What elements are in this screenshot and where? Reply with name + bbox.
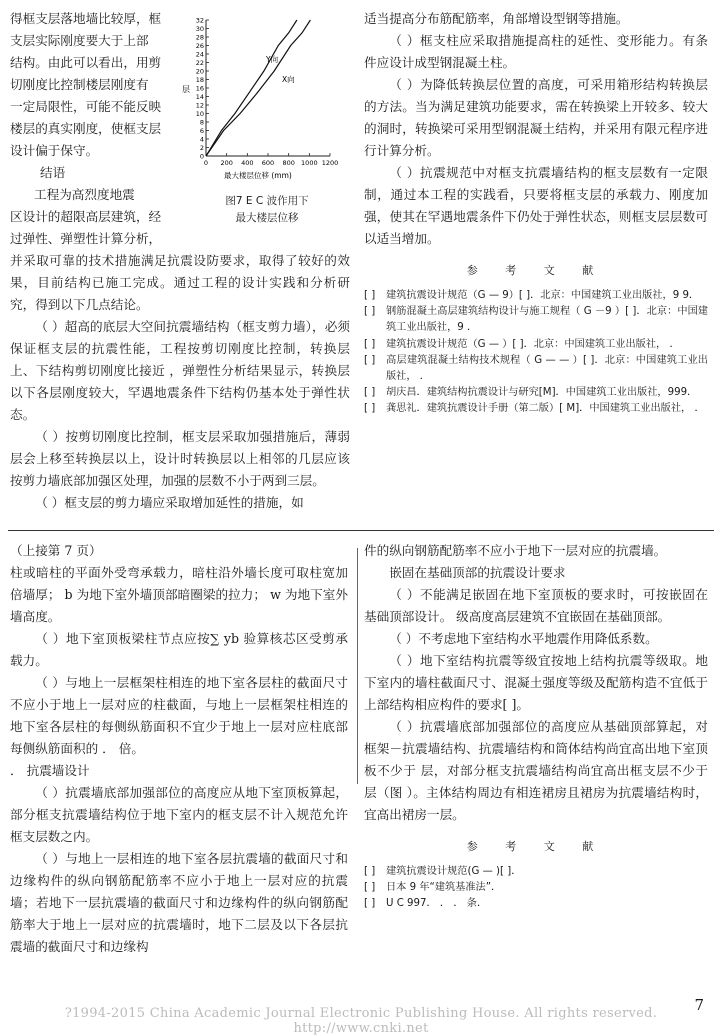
y-tick-label: 20 — [195, 67, 204, 76]
y-tick-label: 26 — [195, 42, 204, 50]
reference-item: [ ] 胡庆昌．建筑结构抗震设计与研究[M]．中国建筑工业出版社，999． — [364, 385, 708, 401]
reference-item: [ ] 建筑抗震设计规范(G — )[ ]． — [364, 864, 708, 880]
x-tick-label: 1000 — [301, 159, 318, 167]
x-tick-label: 400 — [241, 159, 254, 167]
caption-line: 图7 E C 波作用下 — [225, 195, 309, 207]
text-line: 设计偏于保守。 — [10, 143, 99, 158]
reference-bracket: [ ] — [364, 898, 376, 910]
y-tick-label: 30 — [195, 25, 204, 33]
continued-from-note: （上接第 7 页） — [10, 543, 102, 558]
copyright-footer: ?1994-2015 China Academic Journal Electronic Publishing House. All rights reserved. http://www.cnki.net — [64, 1006, 658, 1036]
text-line: 过弹性、弹塑性计算分析， — [10, 231, 162, 246]
x-ticks — [204, 153, 338, 167]
reference-bracket: [ ] — [364, 403, 376, 415]
y-tick-label: 32 — [195, 16, 204, 25]
paragraph: （ ）地下室顶板梁柱节点应按∑ yb 验算核芯区受剪承载力。 — [10, 631, 348, 668]
text-line: 支层实际刚度要大于上部 — [10, 33, 149, 48]
section-heading-conclusion: 结语 — [40, 165, 66, 180]
x-tick-label: 800 — [282, 159, 295, 167]
x-tick-label: 0 — [203, 159, 209, 167]
y-tick-label: 10 — [195, 110, 204, 118]
paragraph: （ ）抗震墙底部加强部位的高度应从地下室顶板算起，部分框支抗震墙结构位于地下室内的框支层不计入规范允许框支层数之内。 — [10, 785, 348, 844]
text-line: 得框支层落地墙比较厚，框 — [10, 11, 162, 26]
x-tick-label: 1200 — [321, 159, 338, 167]
y-tick-label: 28 — [195, 33, 204, 42]
references-title: 参 考 文 献 — [466, 264, 606, 277]
references-list — [364, 288, 708, 418]
chart-series — [206, 20, 310, 156]
text-line: 区设计的超限高层建筑，经 — [10, 209, 162, 224]
paragraph: （ ）超高的底层大空间抗震墙结构（框支剪力墙），必须保证框支层的抗震性能，工程按剪切刚度比控制，转换层上、下结构剪切刚度比接近 ，弹塑性分析结果显示，转换层以下各层刚度较大，罕遇地震条件下结构仍基本处于弹性状态。 — [10, 319, 350, 422]
paragraph: （ ）与地上一层框架柱相连的地下室各层柱的截面尺寸不应小于地上一层对应的柱截面，与地上一层框架柱相连的地下室各层柱的每侧纵筋面积不宜少于地上一层对应柱底部每侧纵筋面积的 ． 倍。 — [10, 675, 348, 756]
x-tick-label: 600 — [261, 159, 275, 167]
y-tick-label: 18 — [195, 76, 204, 84]
reference-item: [ ] 龚思礼．建筑抗震设计手册（第二版）[ M]．中国建筑工业出版社， ． — [364, 401, 708, 417]
section-heading: 嵌固在基础顶部的抗震设计要求 — [389, 565, 566, 580]
paragraph: 适当提高分布筋配筋率，角部增设型钢等措施。 — [364, 11, 629, 26]
y-tick-label: 8 — [199, 118, 204, 127]
paragraph: （ ）地下室结构抗震等级宜按地上结构抗震等级取。地下室内的墙柱截面尺寸、混凝土强度等级及配筋构造不宜低于上部结构相应构件的要求[ ]。 — [364, 653, 708, 712]
reference-bracket: [ ] — [364, 306, 376, 318]
paragraph: （ ）按剪切刚度比控制，框支层采取加强措施后，薄弱层会上移至转换层以上，设计时转换层以上相邻的几层应该按剪力墙底部加强区处理，加强的层数不小于两到三层。 — [10, 429, 350, 488]
x-axis-label: 最大楼层位移 (mm) — [224, 171, 292, 180]
paragraph: （ ）不考虑地下室结构水平地震作用降低系数。 — [389, 631, 658, 646]
series-label-x: X向 — [282, 75, 295, 84]
text-line: 结构。由此可以看出，用剪 — [10, 55, 162, 70]
text-line: 楼层的真实刚度，使框支层 — [10, 121, 162, 136]
paragraph: （ ）为降低转换层位置的高度，可采用箱形结构转换层的方法。当为满足建筑功能要求，需在转换梁上开较多、较大的洞时，转换梁可采用型钢混凝土结构，并采用有限元程序进行计算分析。 — [364, 77, 708, 158]
y-tick-label: 22 — [195, 59, 204, 67]
paragraph: 并采取可靠的技术措施满足抗震设防要求，取得了较好的效果，目前结构已施工完成。通过工程的设计实践和分析研究，得到以下几点结论。 — [10, 253, 350, 312]
series-line-x — [206, 20, 310, 156]
references-list — [364, 864, 708, 913]
reference-item: [ ] 建筑抗震设计规范（G — ）[ ]．北京：中国建筑工业出版社， ． — [364, 337, 708, 353]
upper-right-body — [364, 8, 708, 418]
y-tick-label: 14 — [195, 93, 204, 101]
text-line: 切刚度比控制楼层刚度有 — [10, 77, 149, 92]
y-tick-label: 12 — [195, 101, 204, 110]
paragraph: （ ）框支柱应采取措施提高柱的延性、变形能力。有条件应设计成型钢混凝土柱。 — [364, 33, 708, 70]
text-line: 工程为高烈度地震 — [34, 187, 135, 202]
y-tick-label: 4 — [199, 135, 204, 144]
reference-item: [ ] 高层建筑混凝土结构技术规程（ G — — ）[ ]．北京：中国建筑工业出版社， ． — [364, 354, 708, 383]
reference-bracket: [ ] — [364, 387, 376, 399]
x-tick-label: 200 — [220, 159, 233, 167]
caption-line: 最大楼层位移 — [235, 212, 299, 224]
lower-right-body — [364, 540, 708, 913]
reference-bracket: [ ] — [364, 354, 376, 366]
reference-item: [ ] U C 997． ． ． 条． — [364, 896, 708, 912]
reference-bracket: [ ] — [364, 290, 376, 301]
paragraph: （ ）抗震规范中对框支抗震墙结构的框支层数有一定限制，通过本工程的实践看，只要将框支层的承载力、刚度加强，使其在罕遇地震条件下仍处于弹性状态，则框支层层数可以适当增加。 — [364, 165, 708, 246]
reference-bracket: [ ] — [364, 866, 376, 877]
paragraph: （ ）框支层的剪力墙应采取增加延性的措施，如 — [35, 495, 304, 510]
reference-item: [ ] 建筑抗震设计规范（G — 9）[ ]．北京：中国建筑工业出版社，9 9． — [364, 288, 708, 304]
reference-bracket: [ ] — [364, 338, 376, 350]
series-label-y: Y向 — [266, 55, 279, 64]
reference-item: [ ] 日本 9 年“建筑基准法”． — [364, 880, 708, 896]
horizontal-divider — [8, 530, 714, 531]
column-divider — [357, 548, 358, 784]
paragraph: （ ）不能满足嵌固在地下室顶板的要求时，可按嵌固在基础顶部设计。 级高度高层建筑不宜嵌固在基础顶部。 — [364, 587, 708, 624]
y-axis-label: 层 — [182, 85, 190, 94]
section-heading: ． 抗震墙设计 — [10, 763, 90, 778]
y-tick-label: 0 — [199, 152, 204, 161]
paragraph: 柱或暗柱的平面外受弯承载力，暗柱沿外墙长度可取柱宽加 倍墙厚； b 为地下室外墙顶部暗圈梁的拉力； w 为地下室外墙高度。 — [10, 565, 348, 624]
lower-left-body — [10, 540, 348, 958]
paragraph: （ ）抗震墙底部加强部位的高度应从基础顶部算起，对框架－抗震墙结构、抗震墙结构和筒体结构尚宜高出地下室顶板不少于 层，对部分框支抗震墙结构尚宜高出框支层不少于 层（图 ）。主体结构周边有相连裙房且裙房为抗震墙结构时，宜高出裙房一层。 — [364, 719, 708, 822]
paragraph: 件的纵向钢筋配筋率不应小于地下一层对应的抗震墙。 — [364, 543, 667, 558]
y-tick-label: 2 — [199, 144, 204, 152]
reference-item: [ ] 钢筋混凝土高层建筑结构设计与施工规程（ G －9 ）[ ]．北京：中国建筑工业出版社，9 ． — [364, 306, 708, 334]
y-tick-label: 24 — [195, 50, 204, 59]
y-tick-label: 16 — [195, 84, 204, 93]
reference-bracket: [ ] — [364, 882, 376, 894]
upper-left-top-text — [10, 8, 186, 250]
floor-displacement-chart — [178, 10, 338, 222]
page-number: 7 — [694, 996, 704, 1014]
y-ticks — [196, 17, 209, 161]
upper-left-body — [10, 250, 350, 514]
paragraph: （ ）与地上一层相连的地下室各层抗震墙的截面尺寸和边缘构件的纵向钢筋配筋率不应小于地上一层对应的抗震墙；若地下一层抗震墙的截面尺寸和边缘构件的纵向钢筋配筋率大于地上一层对应的抗震墙时，地下二层及以下各层抗震墙的截面尺寸和边缘构 — [10, 851, 348, 954]
references-title: 参 考 文 献 — [466, 840, 606, 853]
text-line: 一定局限性，可能不能反映 — [10, 99, 162, 114]
figure-caption — [192, 193, 342, 227]
y-tick-label: 6 — [199, 127, 204, 135]
